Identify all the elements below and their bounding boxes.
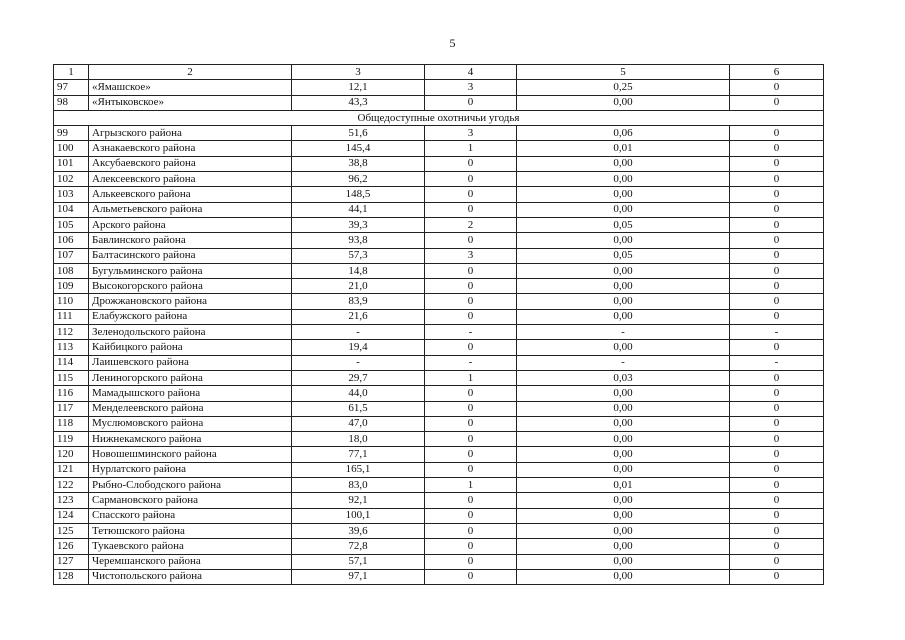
density-value: 0,00 bbox=[517, 294, 730, 309]
area-value: 51,6 bbox=[292, 126, 425, 141]
extra-value: 0 bbox=[730, 263, 824, 278]
extra-value: - bbox=[730, 325, 824, 340]
density-value: 0,00 bbox=[517, 416, 730, 431]
count-value: 0 bbox=[425, 340, 517, 355]
column-header: 5 bbox=[517, 65, 730, 80]
district-name: Альметьевского района bbox=[89, 202, 292, 217]
area-value: 97,1 bbox=[292, 569, 425, 584]
row-number: 116 bbox=[54, 386, 89, 401]
table-row bbox=[54, 447, 824, 462]
column-header: 6 bbox=[730, 65, 824, 80]
district-name: Балтасинского района bbox=[89, 248, 292, 263]
count-value: 0 bbox=[425, 493, 517, 508]
area-value: 92,1 bbox=[292, 493, 425, 508]
row-number: 110 bbox=[54, 294, 89, 309]
table-row bbox=[54, 325, 824, 340]
table-row bbox=[54, 187, 824, 202]
row-number: 111 bbox=[54, 309, 89, 324]
density-value: 0,00 bbox=[517, 386, 730, 401]
table-row bbox=[54, 126, 824, 141]
table-row bbox=[54, 508, 824, 523]
area-value: 44,0 bbox=[292, 386, 425, 401]
district-name: Нурлатского района bbox=[89, 462, 292, 477]
density-value: 0,00 bbox=[517, 554, 730, 569]
area-value: 145,4 bbox=[292, 141, 425, 156]
area-value: 47,0 bbox=[292, 416, 425, 431]
district-name: Черемшанского района bbox=[89, 554, 292, 569]
row-number: 97 bbox=[54, 80, 89, 95]
table-row bbox=[54, 462, 824, 477]
density-value: 0,01 bbox=[517, 141, 730, 156]
table-row bbox=[54, 248, 824, 263]
row-number: 115 bbox=[54, 370, 89, 385]
count-value: 3 bbox=[425, 126, 517, 141]
density-value: 0,00 bbox=[517, 309, 730, 324]
district-name: Зеленодольского района bbox=[89, 325, 292, 340]
column-header: 3 bbox=[292, 65, 425, 80]
extra-value: 0 bbox=[730, 95, 824, 110]
district-name: Агрызского района bbox=[89, 126, 292, 141]
density-value: 0,00 bbox=[517, 508, 730, 523]
table-row bbox=[54, 569, 824, 584]
district-name: Азнакаевского района bbox=[89, 141, 292, 156]
area-value: 77,1 bbox=[292, 447, 425, 462]
row-number: 127 bbox=[54, 554, 89, 569]
district-name: Тукаевского района bbox=[89, 539, 292, 554]
area-value: 57,1 bbox=[292, 554, 425, 569]
row-number: 120 bbox=[54, 447, 89, 462]
count-value: 0 bbox=[425, 294, 517, 309]
row-number: 118 bbox=[54, 416, 89, 431]
extra-value: 0 bbox=[730, 386, 824, 401]
row-number: 125 bbox=[54, 523, 89, 538]
table-row bbox=[54, 156, 824, 171]
count-value: 0 bbox=[425, 95, 517, 110]
row-number: 99 bbox=[54, 126, 89, 141]
extra-value: 0 bbox=[730, 202, 824, 217]
area-value: - bbox=[292, 355, 425, 370]
extra-value: 0 bbox=[730, 187, 824, 202]
district-name: Аксубаевского района bbox=[89, 156, 292, 171]
table-row bbox=[54, 279, 824, 294]
table-row bbox=[54, 202, 824, 217]
density-value: 0,00 bbox=[517, 233, 730, 248]
count-value: 0 bbox=[425, 202, 517, 217]
table-row bbox=[54, 493, 824, 508]
area-value: 39,6 bbox=[292, 523, 425, 538]
district-name: Лаишевского района bbox=[89, 355, 292, 370]
table-row bbox=[54, 386, 824, 401]
density-value: 0,05 bbox=[517, 217, 730, 232]
column-header: 4 bbox=[425, 65, 517, 80]
district-name: Алексеевского района bbox=[89, 172, 292, 187]
area-value: - bbox=[292, 325, 425, 340]
district-name: Кайбицкого района bbox=[89, 340, 292, 355]
extra-value: 0 bbox=[730, 478, 824, 493]
density-value: 0,00 bbox=[517, 187, 730, 202]
district-name: Бугульминского района bbox=[89, 263, 292, 278]
district-name: Сармановского района bbox=[89, 493, 292, 508]
table-row bbox=[54, 478, 824, 493]
count-value: - bbox=[425, 355, 517, 370]
count-value: 0 bbox=[425, 554, 517, 569]
extra-value: 0 bbox=[730, 294, 824, 309]
extra-value: 0 bbox=[730, 416, 824, 431]
extra-value: 0 bbox=[730, 340, 824, 355]
area-value: 96,2 bbox=[292, 172, 425, 187]
count-value: 0 bbox=[425, 416, 517, 431]
area-value: 43,3 bbox=[292, 95, 425, 110]
table-row bbox=[54, 172, 824, 187]
count-value: 1 bbox=[425, 370, 517, 385]
count-value: 0 bbox=[425, 156, 517, 171]
count-value: 3 bbox=[425, 248, 517, 263]
density-value: - bbox=[517, 355, 730, 370]
area-value: 44,1 bbox=[292, 202, 425, 217]
area-value: 165,1 bbox=[292, 462, 425, 477]
section-title-row bbox=[54, 110, 824, 125]
extra-value: 0 bbox=[730, 217, 824, 232]
district-name: Елабужского района bbox=[89, 309, 292, 324]
district-name: Бавлинского района bbox=[89, 233, 292, 248]
area-value: 18,0 bbox=[292, 432, 425, 447]
count-value: 0 bbox=[425, 279, 517, 294]
density-value: 0,00 bbox=[517, 340, 730, 355]
table-row bbox=[54, 233, 824, 248]
row-number: 113 bbox=[54, 340, 89, 355]
district-name: Тетюшского района bbox=[89, 523, 292, 538]
area-value: 100,1 bbox=[292, 508, 425, 523]
row-number: 106 bbox=[54, 233, 89, 248]
density-value: 0,00 bbox=[517, 462, 730, 477]
density-value: 0,00 bbox=[517, 279, 730, 294]
table-row bbox=[54, 217, 824, 232]
district-name: Лениногорского района bbox=[89, 370, 292, 385]
row-number: 100 bbox=[54, 141, 89, 156]
count-value: 0 bbox=[425, 432, 517, 447]
area-value: 12,1 bbox=[292, 80, 425, 95]
density-value: 0,00 bbox=[517, 401, 730, 416]
count-value: 0 bbox=[425, 263, 517, 278]
section-title: Общедоступные охотничьи угодья bbox=[54, 110, 824, 125]
area-value: 57,3 bbox=[292, 248, 425, 263]
area-value: 83,0 bbox=[292, 478, 425, 493]
density-value: 0,00 bbox=[517, 263, 730, 278]
row-number: 109 bbox=[54, 279, 89, 294]
row-number: 124 bbox=[54, 508, 89, 523]
area-value: 61,5 bbox=[292, 401, 425, 416]
count-value: 0 bbox=[425, 187, 517, 202]
district-name: Нижнекамского района bbox=[89, 432, 292, 447]
district-name: Мамадышского района bbox=[89, 386, 292, 401]
district-name: Алькеевского района bbox=[89, 187, 292, 202]
count-value: 0 bbox=[425, 386, 517, 401]
extra-value: 0 bbox=[730, 554, 824, 569]
row-number: 126 bbox=[54, 539, 89, 554]
density-value: 0,00 bbox=[517, 539, 730, 554]
table-row bbox=[54, 141, 824, 156]
district-name: Высокогорского района bbox=[89, 279, 292, 294]
extra-value: 0 bbox=[730, 401, 824, 416]
district-name: Муслюмовского района bbox=[89, 416, 292, 431]
count-value: 0 bbox=[425, 539, 517, 554]
count-value: 0 bbox=[425, 523, 517, 538]
row-number: 103 bbox=[54, 187, 89, 202]
density-value: 0,00 bbox=[517, 493, 730, 508]
area-value: 148,5 bbox=[292, 187, 425, 202]
count-value: 1 bbox=[425, 141, 517, 156]
extra-value: 0 bbox=[730, 539, 824, 554]
column-header: 1 bbox=[54, 65, 89, 80]
count-value: 2 bbox=[425, 217, 517, 232]
extra-value: 0 bbox=[730, 462, 824, 477]
extra-value: 0 bbox=[730, 493, 824, 508]
density-value: 0,25 bbox=[517, 80, 730, 95]
hunting-grounds-table bbox=[53, 64, 824, 585]
row-number: 114 bbox=[54, 355, 89, 370]
extra-value: 0 bbox=[730, 447, 824, 462]
area-value: 93,8 bbox=[292, 233, 425, 248]
area-value: 83,9 bbox=[292, 294, 425, 309]
table-row bbox=[54, 294, 824, 309]
density-value: 0,00 bbox=[517, 156, 730, 171]
density-value: 0,01 bbox=[517, 478, 730, 493]
density-value: 0,00 bbox=[517, 95, 730, 110]
table-row bbox=[54, 554, 824, 569]
density-value: 0,06 bbox=[517, 126, 730, 141]
count-value: 0 bbox=[425, 508, 517, 523]
density-value: 0,05 bbox=[517, 248, 730, 263]
area-value: 38,8 bbox=[292, 156, 425, 171]
extra-value: 0 bbox=[730, 523, 824, 538]
area-value: 39,3 bbox=[292, 217, 425, 232]
row-number: 119 bbox=[54, 432, 89, 447]
district-name: Рыбно-Слободского района bbox=[89, 478, 292, 493]
count-value: 0 bbox=[425, 233, 517, 248]
extra-value: 0 bbox=[730, 126, 824, 141]
extra-value: 0 bbox=[730, 309, 824, 324]
count-value: 0 bbox=[425, 172, 517, 187]
row-number: 105 bbox=[54, 217, 89, 232]
row-number: 112 bbox=[54, 325, 89, 340]
density-value: - bbox=[517, 325, 730, 340]
count-value: 0 bbox=[425, 401, 517, 416]
extra-value: 0 bbox=[730, 508, 824, 523]
row-number: 108 bbox=[54, 263, 89, 278]
density-value: 0,00 bbox=[517, 432, 730, 447]
area-value: 72,8 bbox=[292, 539, 425, 554]
extra-value: 0 bbox=[730, 156, 824, 171]
extra-value: 0 bbox=[730, 432, 824, 447]
extra-value: 0 bbox=[730, 370, 824, 385]
table-row bbox=[54, 523, 824, 538]
area-value: 14,8 bbox=[292, 263, 425, 278]
count-value: 0 bbox=[425, 447, 517, 462]
table-row bbox=[54, 340, 824, 355]
area-value: 19,4 bbox=[292, 340, 425, 355]
extra-value: 0 bbox=[730, 248, 824, 263]
table-row bbox=[54, 416, 824, 431]
row-number: 122 bbox=[54, 478, 89, 493]
row-number: 123 bbox=[54, 493, 89, 508]
density-value: 0,00 bbox=[517, 523, 730, 538]
row-number: 117 bbox=[54, 401, 89, 416]
density-value: 0,03 bbox=[517, 370, 730, 385]
table-row bbox=[54, 95, 824, 110]
row-number: 98 bbox=[54, 95, 89, 110]
district-name: Арского района bbox=[89, 217, 292, 232]
table-row bbox=[54, 370, 824, 385]
table-header-row bbox=[54, 65, 824, 80]
count-value: 0 bbox=[425, 569, 517, 584]
count-value: 0 bbox=[425, 309, 517, 324]
extra-value: 0 bbox=[730, 279, 824, 294]
district-name: Дрожжановского района bbox=[89, 294, 292, 309]
table-row bbox=[54, 263, 824, 278]
area-value: 21,6 bbox=[292, 309, 425, 324]
count-value: - bbox=[425, 325, 517, 340]
extra-value: 0 bbox=[730, 80, 824, 95]
extra-value: 0 bbox=[730, 141, 824, 156]
district-name: «Янтыковское» bbox=[89, 95, 292, 110]
district-name: Новошешминского района bbox=[89, 447, 292, 462]
extra-value: 0 bbox=[730, 172, 824, 187]
district-name: Чистопольского района bbox=[89, 569, 292, 584]
density-value: 0,00 bbox=[517, 202, 730, 217]
table-row bbox=[54, 309, 824, 324]
row-number: 102 bbox=[54, 172, 89, 187]
district-name: Спасского района bbox=[89, 508, 292, 523]
page-number: 5 bbox=[449, 36, 456, 50]
row-number: 101 bbox=[54, 156, 89, 171]
density-value: 0,00 bbox=[517, 569, 730, 584]
row-number: 104 bbox=[54, 202, 89, 217]
density-value: 0,00 bbox=[517, 172, 730, 187]
count-value: 0 bbox=[425, 462, 517, 477]
table-body bbox=[54, 65, 824, 585]
district-name: «Ямашское» bbox=[89, 80, 292, 95]
table-row bbox=[54, 401, 824, 416]
density-value: 0,00 bbox=[517, 447, 730, 462]
table-row bbox=[54, 80, 824, 95]
count-value: 3 bbox=[425, 80, 517, 95]
extra-value: - bbox=[730, 355, 824, 370]
table-row bbox=[54, 355, 824, 370]
extra-value: 0 bbox=[730, 569, 824, 584]
row-number: 128 bbox=[54, 569, 89, 584]
row-number: 107 bbox=[54, 248, 89, 263]
table-row bbox=[54, 539, 824, 554]
column-header: 2 bbox=[89, 65, 292, 80]
area-value: 21,0 bbox=[292, 279, 425, 294]
area-value: 29,7 bbox=[292, 370, 425, 385]
row-number: 121 bbox=[54, 462, 89, 477]
district-name: Менделеевского района bbox=[89, 401, 292, 416]
extra-value: 0 bbox=[730, 233, 824, 248]
count-value: 1 bbox=[425, 478, 517, 493]
table-row bbox=[54, 432, 824, 447]
